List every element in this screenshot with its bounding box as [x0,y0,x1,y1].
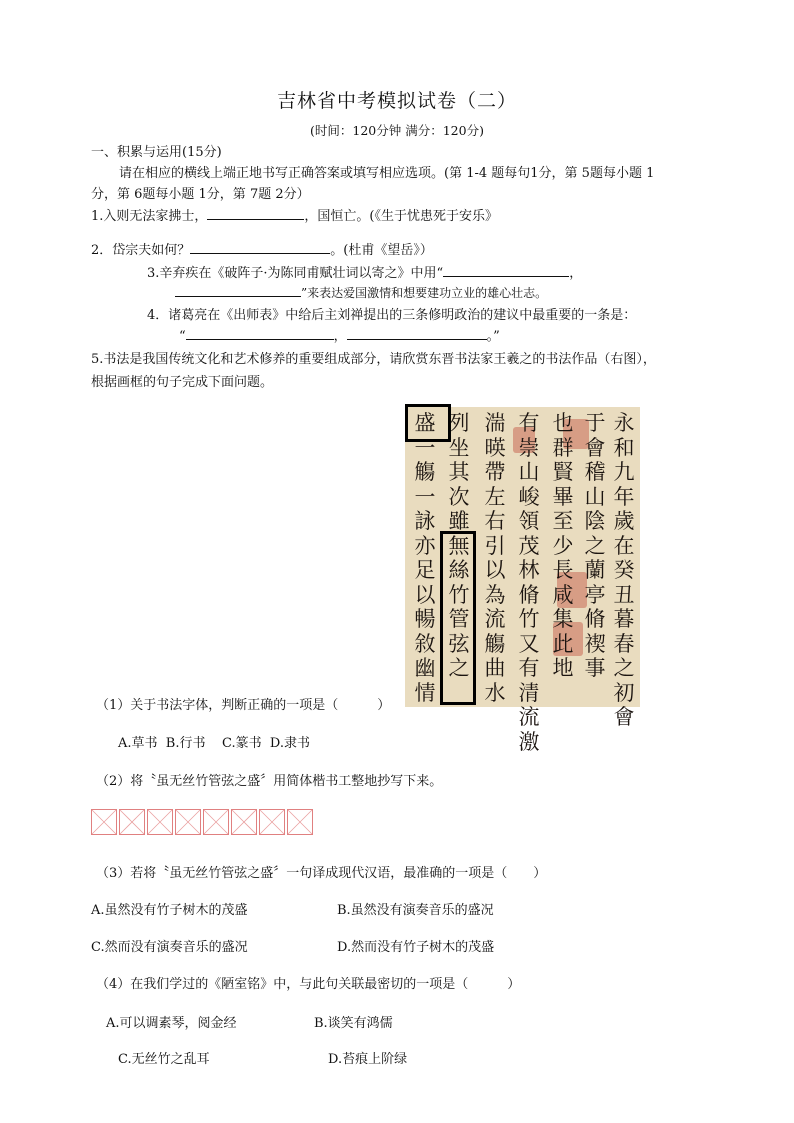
sub-question-4-option-d: D.苔痕上阶绿 [328,1052,408,1067]
question-3-line-2 [175,283,547,301]
grid-cell[interactable] [287,809,313,835]
answer-blank-2[interactable] [190,240,330,254]
question-5-line-1: 5.书法是我国传统文化和艺术修养的重要组成部分，请欣赏东晋书法家王羲之的书法作品（右图）， [91,352,656,367]
calligraphy-column-7: 盛一觴一詠亦足以暢敘幽情 [414,411,436,705]
grid-cell[interactable] [175,809,201,835]
grid-cell[interactable] [231,809,257,835]
question-4-line-2 [179,325,500,344]
question-1-after: ，国恒亡。(《生于忧患死于安乐》 [304,209,498,224]
sub-question-4-option-c: C.无丝竹之乱耳 [118,1052,210,1067]
grid-cell[interactable] [147,809,173,835]
calligraphy-column-3: 也群賢畢至少長咸集此地 [552,411,574,680]
sub-question-3-option-b: B.虽然没有演奏音乐的盛况 [337,903,494,918]
sub-question-3-option-c: C.然而没有演奏音乐的盛况 [91,940,248,955]
sub-question-1: （1）关于书法字体，判断正确的一项是（ ） [96,698,391,713]
question-2-after: 。(杜甫《望岳》） [330,243,433,258]
sub-question-2: （2）将〝虽无丝竹管弦之盛〞用简体楷书工整地抄写下来。 [96,774,443,789]
sub-question-1-options: A.草书 B.行书 C.篆书 D.隶书 [118,736,310,751]
question-3-text: 3.辛弃疾在《破阵子·为陈同甫赋壮词以寄之》中用“ [147,266,444,281]
highlight-frame-main [440,531,476,705]
writing-grid[interactable] [91,809,315,835]
sub-question-3: （3）若将〝虽无丝竹管弦之盛〞一句译成现代汉语，最准确的一项是（ ） [96,866,547,881]
sub-question-4: （4）在我们学过的《陋室铭》中，与此句关联最密切的一项是（ ） [96,977,521,992]
page-title: 吉林省中考模拟试卷（二） [276,90,517,112]
instructions-line-1: 请在相应的横线上端正地书写正确答案或填写相应选项。(第 1-4 题每句1分，第 5题每小题 1 [119,166,655,181]
question-4-line-1: 4．诸葛亮在《出师表》中给后主刘禅提出的三条修明政治的建议中最重要的一条是： [147,308,637,323]
calligraphy-column-5: 湍暎帶左右引以為流觴曲水 [484,411,506,705]
highlight-frame-top [405,404,451,442]
calligraphy-column-6: 列坐其次雖無絲竹管弦之 [448,411,470,680]
sub-question-3-option-a: A.虽然没有竹子树木的茂盛 [91,903,248,918]
question-1 [91,205,498,224]
instructions-line-2: 分，第 6题每小题 1分，第 7题 2分） [91,187,310,202]
question-3-line-1 [147,262,582,281]
grid-cell[interactable] [259,809,285,835]
calligraphy-column-2: 于會稽山陰之蘭亭脩禊事 [584,411,606,680]
question-2-before: 2．岱宗夫如何？ [91,243,191,258]
sub-question-4-option-b: B.谈笑有鸿儒 [314,1016,393,1031]
calligraphy-column-1: 永和九年歲在癸丑暮春之初會 [613,411,635,729]
answer-blank-4a[interactable] [186,326,334,340]
answer-blank-3b[interactable] [175,283,301,297]
calligraphy-column-4: 有崇山峻領茂林脩竹又有清流激 [518,411,540,754]
question-3-comma: ， [569,266,583,281]
grid-cell[interactable] [119,809,145,835]
sub-question-4-option-a: A.可以调素琴，阅金经 [106,1016,237,1031]
answer-blank-3a[interactable] [443,263,569,277]
question-1-before: 1.入则无法家拂士， [91,209,208,224]
quote-close: 。” [486,329,500,344]
grid-cell[interactable] [203,809,229,835]
sub-question-3-option-d: D.然而没有竹子树木的茂盛 [337,940,495,955]
section-heading: 一、积累与运用(15分) [91,145,222,160]
answer-blank-4b[interactable] [347,326,487,340]
quote-open: “ [179,329,186,344]
calligraphy-image [405,407,640,754]
question-4-comma: ， [333,329,347,344]
exam-info: (时间：120分钟 满分：120分) [310,123,484,138]
grid-cell[interactable] [91,809,117,835]
answer-blank-1[interactable] [207,206,304,220]
question-3-tail: ”来表达爱国激情和想要建功立业的雄心壮志。 [301,286,548,300]
question-5-line-2: 根据画框的句子完成下面问题。 [91,375,274,390]
question-2 [91,239,433,258]
